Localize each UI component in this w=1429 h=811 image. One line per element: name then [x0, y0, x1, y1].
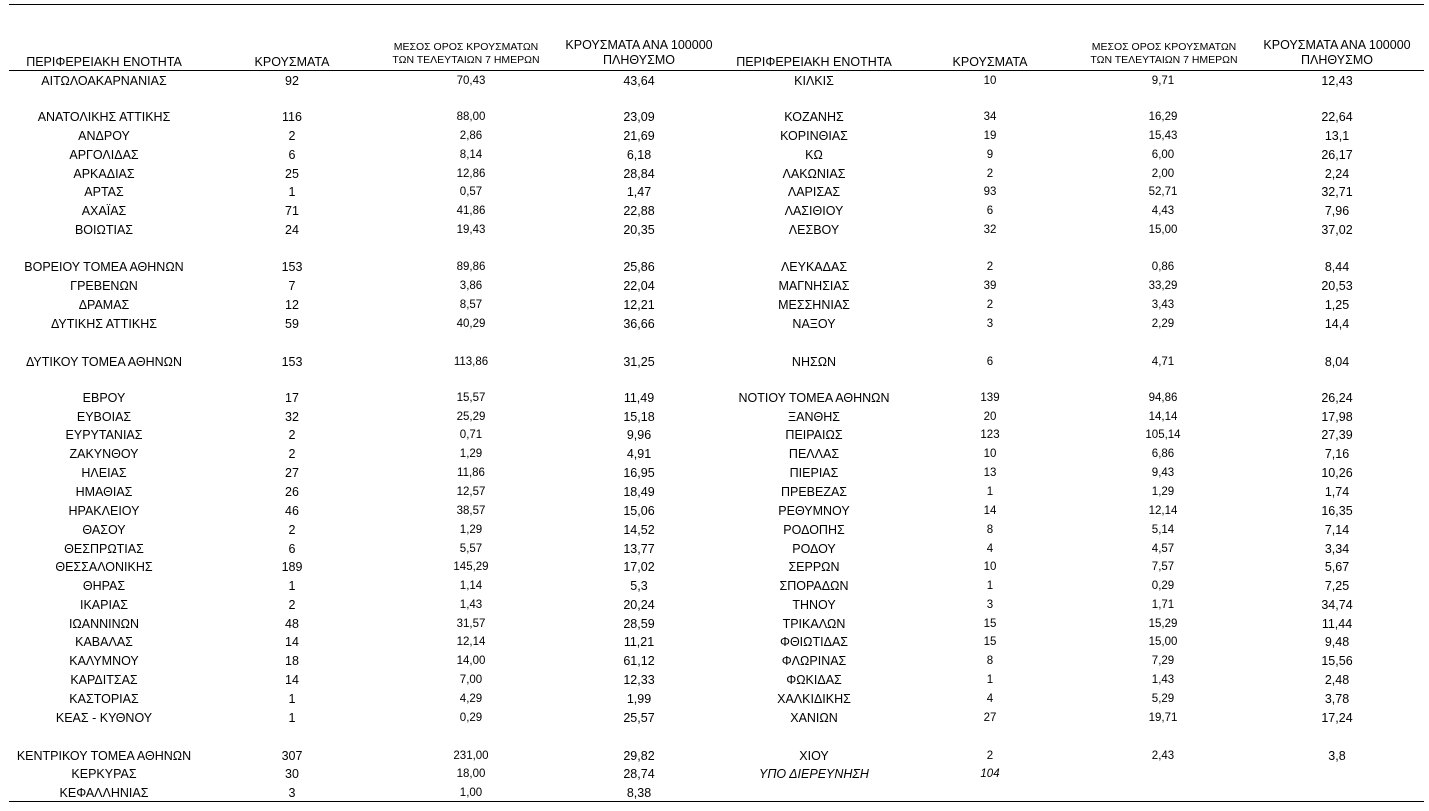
right-row-region: ΠΕΛΛΑΣ — [788, 447, 840, 461]
left-row-cases: 46 — [285, 504, 299, 518]
right-row-region: ΞΑΝΘΗΣ — [788, 410, 840, 424]
left-row-avg: 18,00 — [456, 768, 486, 780]
right-row-region: ΤΗΝΟΥ — [792, 598, 836, 612]
left-row-cases: 2 — [288, 447, 296, 461]
left-row-region: ΖΑΚΥΝΘΟΥ — [69, 447, 139, 461]
left-row-region: ΔΥΤΙΚΟΥ ΤΟΜΕΑ ΑΘΗΝΩΝ — [25, 355, 183, 369]
left-row-cases: 92 — [285, 74, 299, 88]
left-row-region: ΘΕΣΣΑΛΟΝΙΚΗΣ — [55, 560, 153, 574]
left-row-per100k: 36,66 — [623, 317, 655, 331]
right-row-cases: 27 — [983, 712, 997, 724]
right-row-per100k: 2,48 — [1324, 673, 1350, 687]
right-row-region: ΧΑΛΚΙΔΙΚΗΣ — [777, 692, 851, 706]
left-row-per100k: 18,49 — [623, 485, 655, 499]
left-row-avg: 11,86 — [457, 467, 485, 479]
right-row-cases: 1 — [986, 486, 994, 498]
right-row-per100k: 11,44 — [1321, 617, 1353, 631]
left-row-cases: 153 — [281, 355, 303, 369]
right-row-cases: 39 — [983, 280, 997, 292]
right-row-region: ΛΑΡΙΣΑΣ — [787, 185, 841, 199]
left-row-avg: 14,00 — [456, 655, 486, 667]
right-row-region: ΣΕΡΡΩΝ — [788, 560, 840, 574]
right-row-avg: 52,71 — [1148, 186, 1178, 198]
left-row-cases: 24 — [285, 223, 299, 237]
left-row-per100k: 15,06 — [623, 504, 655, 518]
right-row-per100k: 14,4 — [1324, 317, 1350, 331]
left-row-cases: 14 — [285, 635, 299, 649]
right-row-per100k: 10,26 — [1321, 466, 1353, 480]
right-row-avg: 1,29 — [1151, 486, 1175, 498]
left-row-region: ΗΡΑΚΛΕΙΟΥ — [68, 504, 140, 518]
right-row-per100k: 5,67 — [1324, 560, 1350, 574]
table-bottom-border — [9, 801, 1424, 802]
left-row-cases: 17 — [285, 391, 299, 405]
left-row-cases: 27 — [285, 466, 299, 480]
left-row-region: ΕΥΒΟΙΑΣ — [76, 410, 132, 424]
left-row-avg: 5,57 — [459, 543, 483, 555]
right-row-per100k: 15,56 — [1321, 654, 1353, 668]
left-row-region: ΒΟΡΕΙΟΥ ΤΟΜΕΑ ΑΘΗΝΩΝ — [24, 260, 184, 274]
right-row-cases: 10 — [983, 448, 997, 460]
header-per100k-right-line2: ΠΛΗΘΥΣΜΟ — [1301, 53, 1373, 67]
left-row-region: ΗΛΕΙΑΣ — [81, 466, 127, 480]
right-row-cases: 6 — [986, 356, 994, 368]
right-row-region: ΥΠΟ ΔΙΕΡΕΥΝΗΣΗ — [759, 767, 869, 781]
left-row-cases: 12 — [285, 298, 299, 312]
right-row-region: ΦΘΙΩΤΙΔΑΣ — [779, 635, 849, 649]
left-row-cases: 116 — [282, 110, 302, 124]
right-row-avg: 6,86 — [1151, 448, 1175, 460]
right-row-avg: 0,86 — [1151, 261, 1175, 273]
right-row-region: ΜΕΣΣΗΝΙΑΣ — [778, 298, 850, 312]
right-row-avg: 15,00 — [1148, 636, 1178, 648]
left-row-avg: 113,86 — [453, 356, 489, 368]
right-row-region: ΝΑΞΟΥ — [792, 317, 836, 331]
left-row-region: ΔΥΤΙΚΗΣ ΑΤΤΙΚΗΣ — [51, 317, 157, 331]
left-row-per100k: 11,49 — [623, 391, 655, 405]
right-row-avg: 7,29 — [1151, 655, 1175, 667]
right-row-avg: 6,00 — [1151, 149, 1175, 161]
right-row-cases: 1 — [986, 674, 994, 686]
right-row-per100k: 3,8 — [1328, 749, 1346, 763]
left-row-per100k: 28,59 — [623, 617, 655, 631]
left-row-per100k: 1,47 — [626, 185, 652, 199]
left-row-cases: 3 — [288, 786, 296, 800]
right-row-per100k: 13,1 — [1324, 129, 1350, 143]
header-bottom-border — [9, 70, 1424, 71]
right-row-region: ΡΟΔΟΥ — [792, 542, 836, 556]
left-row-region: ΗΜΑΘΙΑΣ — [75, 485, 133, 499]
left-row-per100k: 31,25 — [623, 355, 655, 369]
right-row-region: ΧΑΝΙΩΝ — [790, 711, 838, 725]
header-avg-right-line1: ΜΕΣΟΣ ΟΡΟΣ ΚΡΟΥΣΜΑΤΩΝ — [1091, 41, 1237, 53]
left-row-cases: 30 — [285, 767, 299, 781]
right-row-region: ΠΡΕΒΕΖΑΣ — [780, 485, 848, 499]
left-row-region: ΔΡΑΜΑΣ — [78, 298, 130, 312]
right-row-region: ΦΩΚΙΔΑΣ — [786, 673, 842, 687]
right-row-avg: 2,43 — [1151, 750, 1175, 762]
left-row-avg: 40,29 — [456, 318, 486, 330]
right-row-cases: 10 — [983, 75, 997, 87]
right-row-cases: 19 — [983, 130, 997, 142]
left-row-region: ΑΡΤΑΣ — [84, 185, 124, 199]
right-row-cases: 15 — [983, 618, 997, 630]
left-row-per100k: 13,77 — [623, 542, 655, 556]
left-row-region: ΑΝΔΡΟΥ — [78, 129, 130, 143]
right-row-region: ΚΟΖΑΝΗΣ — [784, 110, 844, 124]
left-row-region: ΑΡΓΟΛΙΔΑΣ — [69, 148, 139, 162]
left-row-per100k: 28,74 — [623, 767, 655, 781]
right-row-cases: 139 — [980, 392, 1000, 404]
left-row-per100k: 14,52 — [623, 523, 655, 537]
left-row-per100k: 22,88 — [623, 204, 655, 218]
right-row-per100k: 20,53 — [1321, 279, 1353, 293]
right-row-avg: 105,14 — [1145, 429, 1181, 441]
right-row-region: ΤΡΙΚΑΛΩΝ — [782, 617, 846, 631]
header-per100k-left-line1: ΚΡΟΥΣΜΑΤΑ ΑΝΑ 100000 — [565, 38, 713, 52]
left-row-per100k: 9,96 — [626, 428, 652, 442]
left-row-region: ΑΡΚΑΔΙΑΣ — [73, 167, 135, 181]
left-row-avg: 231,00 — [453, 750, 489, 762]
right-row-per100k: 3,78 — [1324, 692, 1350, 706]
left-row-cases: 1 — [288, 579, 296, 593]
right-row-cases: 32 — [983, 224, 997, 236]
right-row-per100k: 7,14 — [1324, 523, 1350, 537]
left-row-per100k: 43,64 — [623, 74, 655, 88]
right-row-avg: 14,14 — [1148, 411, 1178, 423]
right-row-cases: 34 — [983, 111, 997, 123]
left-row-per100k: 20,24 — [623, 598, 655, 612]
left-row-avg: 1,14 — [459, 580, 483, 592]
header-avg-left-line2: ΤΩΝ ΤΕΛΕΥΤΑΙΩΝ 7 ΗΜΕΡΩΝ — [392, 54, 540, 66]
left-row-region: ΚΑΒΑΛΑΣ — [75, 635, 133, 649]
left-row-per100k: 25,57 — [623, 711, 655, 725]
left-row-per100k: 11,21 — [623, 635, 655, 649]
left-row-cases: 2 — [288, 428, 296, 442]
right-row-per100k: 37,02 — [1321, 223, 1353, 237]
left-row-avg: 89,86 — [456, 261, 486, 273]
right-row-cases: 8 — [986, 524, 994, 536]
right-row-per100k: 34,74 — [1321, 598, 1353, 612]
left-row-per100k: 29,82 — [623, 749, 655, 763]
right-row-avg: 33,29 — [1148, 280, 1178, 292]
right-row-avg: 4,71 — [1151, 356, 1175, 368]
left-row-region: ΙΚΑΡΙΑΣ — [79, 598, 129, 612]
right-row-avg: 9,43 — [1151, 467, 1175, 479]
right-row-avg: 2,29 — [1151, 318, 1175, 330]
left-row-avg: 41,86 — [456, 205, 486, 217]
right-row-cases: 14 — [983, 505, 997, 517]
right-row-avg: 12,14 — [1148, 505, 1178, 517]
left-row-cases: 2 — [288, 523, 296, 537]
left-row-per100k: 20,35 — [623, 223, 655, 237]
left-row-region: ΘΕΣΠΡΩΤΙΑΣ — [64, 542, 144, 556]
right-row-cases: 123 — [980, 429, 1000, 441]
left-row-per100k: 15,18 — [623, 410, 655, 424]
right-row-per100k: 1,25 — [1324, 298, 1350, 312]
left-row-avg: 8,57 — [459, 299, 483, 311]
right-row-per100k: 8,04 — [1324, 355, 1350, 369]
right-row-region: ΛΕΣΒΟΥ — [788, 223, 840, 237]
left-row-avg: 31,57 — [456, 618, 486, 630]
left-row-region: ΚΑΡΔΙΤΣΑΣ — [70, 673, 138, 687]
right-row-avg: 94,86 — [1148, 392, 1178, 404]
right-row-avg: 15,00 — [1148, 224, 1178, 236]
left-row-avg: 3,86 — [459, 280, 483, 292]
right-row-cases: 4 — [986, 543, 994, 555]
right-row-cases: 20 — [983, 411, 997, 423]
left-row-avg: 12,86 — [456, 168, 486, 180]
left-row-cases: 18 — [285, 654, 299, 668]
left-row-avg: 70,43 — [456, 75, 486, 87]
right-row-per100k: 9,48 — [1324, 635, 1350, 649]
left-row-per100k: 1,99 — [626, 692, 652, 706]
left-row-cases: 6 — [288, 148, 296, 162]
right-row-cases: 10 — [983, 561, 997, 573]
header-region-left: ΠΕΡΙΦΕΡΕΙΑΚΗ ΕΝΟΤΗΤΑ — [26, 55, 182, 69]
right-row-region: ΛΑΣΙΘΙΟΥ — [784, 204, 844, 218]
left-row-avg: 145,29 — [453, 561, 489, 573]
right-row-region: ΡΟΔΟΠΗΣ — [783, 523, 845, 537]
left-row-per100k: 12,33 — [623, 673, 655, 687]
right-row-region: ΠΕΙΡΑΙΩΣ — [785, 428, 843, 442]
left-row-region: ΘΗΡΑΣ — [82, 579, 126, 593]
left-row-cases: 26 — [285, 485, 299, 499]
right-row-region: ΚΩ — [805, 148, 823, 162]
right-row-per100k: 27,39 — [1321, 428, 1353, 442]
right-row-cases: 2 — [986, 299, 994, 311]
left-row-region: ΚΕΦΑΛΛΗΝΙΑΣ — [59, 786, 149, 800]
left-row-avg: 19,43 — [456, 224, 486, 236]
left-row-region: ΑΙΤΩΛΟΑΚΑΡΝΑΝΙΑΣ — [41, 74, 167, 88]
left-row-region: ΓΡΕΒΕΝΩΝ — [70, 279, 138, 293]
right-row-region: ΜΑΓΝΗΣΙΑΣ — [778, 279, 850, 293]
right-row-region: ΛΑΚΩΝΙΑΣ — [782, 167, 846, 181]
left-row-avg: 4,29 — [459, 693, 483, 705]
right-row-cases: 2 — [986, 750, 994, 762]
right-row-per100k: 17,98 — [1321, 410, 1353, 424]
left-row-per100k: 21,69 — [623, 129, 655, 143]
left-row-avg: 0,57 — [459, 186, 483, 198]
right-row-avg: 9,71 — [1151, 75, 1175, 87]
left-row-region: ΙΩΑΝΝΙΝΩΝ — [68, 617, 140, 631]
left-row-avg: 2,86 — [459, 130, 483, 142]
right-row-avg: 7,57 — [1151, 561, 1175, 573]
left-row-region: ΕΒΡΟΥ — [82, 391, 126, 405]
left-row-cases: 1 — [288, 711, 296, 725]
left-row-cases: 25 — [285, 167, 299, 181]
right-row-region: ΚΟΡΙΝΘΙΑΣ — [780, 129, 848, 143]
right-row-per100k: 7,96 — [1324, 204, 1350, 218]
left-row-cases: 14 — [285, 673, 299, 687]
left-row-region: ΒΟΙΩΤΙΑΣ — [74, 223, 134, 237]
left-row-cases: 59 — [285, 317, 299, 331]
left-row-cases: 1 — [288, 185, 296, 199]
left-row-avg: 25,29 — [456, 411, 486, 423]
header-region-right: ΠΕΡΙΦΕΡΕΙΑΚΗ ΕΝΟΤΗΤΑ — [736, 55, 892, 69]
header-per100k-right-line1: ΚΡΟΥΣΜΑΤΑ ΑΝΑ 100000 — [1263, 38, 1411, 52]
left-row-cases: 307 — [281, 749, 303, 763]
left-row-region: ΚΕΑΣ - ΚΥΘΝΟΥ — [55, 711, 153, 725]
right-row-region: ΧΙΟΥ — [799, 749, 829, 763]
right-row-region: ΠΙΕΡΙΑΣ — [789, 466, 839, 480]
right-row-per100k: 26,24 — [1321, 391, 1353, 405]
right-row-cases: 6 — [986, 205, 994, 217]
left-row-region: ΕΥΡΥΤΑΝΙΑΣ — [65, 428, 143, 442]
right-row-avg: 1,43 — [1151, 674, 1175, 686]
right-row-per100k: 16,35 — [1321, 504, 1353, 518]
left-row-region: ΚΑΛΥΜΝΟΥ — [69, 654, 139, 668]
right-row-region: ΝΟΤΙΟΥ ΤΟΜΕΑ ΑΘΗΝΩΝ — [738, 391, 890, 405]
left-row-avg: 88,00 — [456, 111, 486, 123]
right-row-avg: 1,71 — [1151, 599, 1175, 611]
left-row-cases: 32 — [285, 410, 299, 424]
left-row-per100k: 61,12 — [623, 654, 655, 668]
right-row-avg: 4,43 — [1151, 205, 1175, 217]
right-row-avg: 0,29 — [1151, 580, 1175, 592]
header-avg-left-line1: ΜΕΣΟΣ ΟΡΟΣ ΚΡΟΥΣΜΑΤΩΝ — [393, 41, 539, 53]
right-row-per100k: 2,24 — [1324, 167, 1350, 181]
right-row-per100k: 1,74 — [1324, 485, 1350, 499]
left-row-region: ΚΕΡΚΥΡΑΣ — [71, 767, 137, 781]
left-row-cases: 153 — [281, 260, 303, 274]
right-row-cases: 3 — [986, 318, 994, 330]
left-row-avg: 12,14 — [456, 636, 486, 648]
right-row-cases: 9 — [986, 149, 994, 161]
right-row-region: ΣΠΟΡΑΔΩΝ — [779, 579, 849, 593]
right-row-cases: 2 — [986, 168, 994, 180]
right-row-region: ΝΗΣΩΝ — [791, 355, 837, 369]
left-row-per100k: 4,91 — [626, 447, 652, 461]
right-row-avg: 19,71 — [1148, 712, 1178, 724]
right-row-region: ΛΕΥΚΑΔΑΣ — [780, 260, 848, 274]
left-row-region: ΚΕΝΤΡΙΚΟΥ ΤΟΜΕΑ ΑΘΗΝΩΝ — [16, 749, 192, 763]
right-row-per100k: 7,25 — [1324, 579, 1350, 593]
right-row-avg: 5,29 — [1151, 693, 1175, 705]
header-cases-right: ΚΡΟΥΣΜΑΤΑ — [952, 55, 1028, 69]
table-top-border — [9, 4, 1424, 5]
right-row-per100k: 26,17 — [1321, 148, 1353, 162]
header-cases-left: ΚΡΟΥΣΜΑΤΑ — [254, 55, 330, 69]
left-row-per100k: 28,84 — [623, 167, 655, 181]
right-row-per100k: 32,71 — [1321, 185, 1353, 199]
right-row-cases: 4 — [986, 693, 994, 705]
right-row-per100k: 12,43 — [1321, 74, 1353, 88]
left-row-per100k: 8,38 — [626, 786, 652, 800]
left-row-region: ΑΝΑΤΟΛΙΚΗΣ ΑΤΤΙΚΗΣ — [37, 110, 171, 124]
right-row-cases: 1 — [986, 580, 994, 592]
right-row-per100k: 8,44 — [1324, 260, 1350, 274]
header-avg-right-line2: ΤΩΝ ΤΕΛΕΥΤΑΙΩΝ 7 ΗΜΕΡΩΝ — [1090, 54, 1238, 66]
left-row-per100k: 16,95 — [623, 466, 655, 480]
right-row-cases: 93 — [983, 186, 997, 198]
right-row-per100k: 22,64 — [1321, 110, 1353, 124]
left-row-avg: 0,29 — [459, 712, 483, 724]
left-row-cases: 7 — [288, 279, 296, 293]
right-row-avg: 15,43 — [1148, 130, 1178, 142]
right-row-per100k: 3,34 — [1324, 542, 1350, 556]
left-row-per100k: 12,21 — [623, 298, 655, 312]
left-row-avg: 1,43 — [459, 599, 483, 611]
left-row-per100k: 25,86 — [623, 260, 655, 274]
left-row-avg: 38,57 — [456, 505, 486, 517]
right-row-avg: 5,14 — [1151, 524, 1175, 536]
left-row-cases: 6 — [288, 542, 296, 556]
right-row-cases: 2 — [986, 261, 994, 273]
left-row-per100k: 6,18 — [626, 148, 652, 162]
left-row-avg: 8,14 — [459, 149, 483, 161]
left-row-region: ΘΑΣΟΥ — [82, 523, 126, 537]
right-row-cases: 8 — [986, 655, 994, 667]
right-row-per100k: 7,16 — [1324, 447, 1350, 461]
right-row-avg: 3,43 — [1151, 299, 1175, 311]
right-row-cases: 3 — [986, 599, 994, 611]
left-row-per100k: 22,04 — [623, 279, 655, 293]
left-row-cases: 189 — [281, 560, 303, 574]
right-row-region: ΡΕΘΥΜΝΟΥ — [778, 504, 850, 518]
left-row-avg: 15,57 — [456, 392, 486, 404]
left-row-avg: 1,29 — [459, 448, 483, 460]
right-row-cases: 13 — [983, 467, 997, 479]
right-row-region: ΚΙΛΚΙΣ — [794, 74, 834, 88]
left-row-cases: 48 — [285, 617, 299, 631]
left-row-region: ΑΧΑΪΑΣ — [81, 204, 127, 218]
left-row-region: ΚΑΣΤΟΡΙΑΣ — [69, 692, 139, 706]
header-per100k-left-line2: ΠΛΗΘΥΣΜΟ — [603, 53, 675, 67]
left-row-avg: 1,29 — [459, 524, 483, 536]
right-row-per100k: 17,24 — [1321, 711, 1353, 725]
left-row-avg: 12,57 — [456, 486, 486, 498]
left-row-cases: 71 — [285, 204, 299, 218]
right-row-avg: 15,29 — [1148, 618, 1178, 630]
left-row-avg: 0,71 — [459, 429, 483, 441]
left-row-avg: 1,00 — [459, 787, 483, 799]
right-row-cases: 15 — [983, 636, 997, 648]
left-row-per100k: 23,09 — [623, 110, 655, 124]
right-row-avg: 2,00 — [1151, 168, 1175, 180]
right-row-region: ΦΛΩΡΙΝΑΣ — [781, 654, 847, 668]
right-row-avg: 16,29 — [1148, 111, 1178, 123]
left-row-per100k: 17,02 — [623, 560, 655, 574]
left-row-avg: 7,00 — [459, 674, 483, 686]
left-row-cases: 2 — [288, 598, 296, 612]
left-row-per100k: 5,3 — [630, 579, 648, 593]
right-row-avg: 4,57 — [1151, 543, 1175, 555]
left-row-cases: 1 — [288, 692, 296, 706]
left-row-cases: 2 — [288, 129, 296, 143]
right-row-cases: 104 — [980, 768, 1000, 780]
